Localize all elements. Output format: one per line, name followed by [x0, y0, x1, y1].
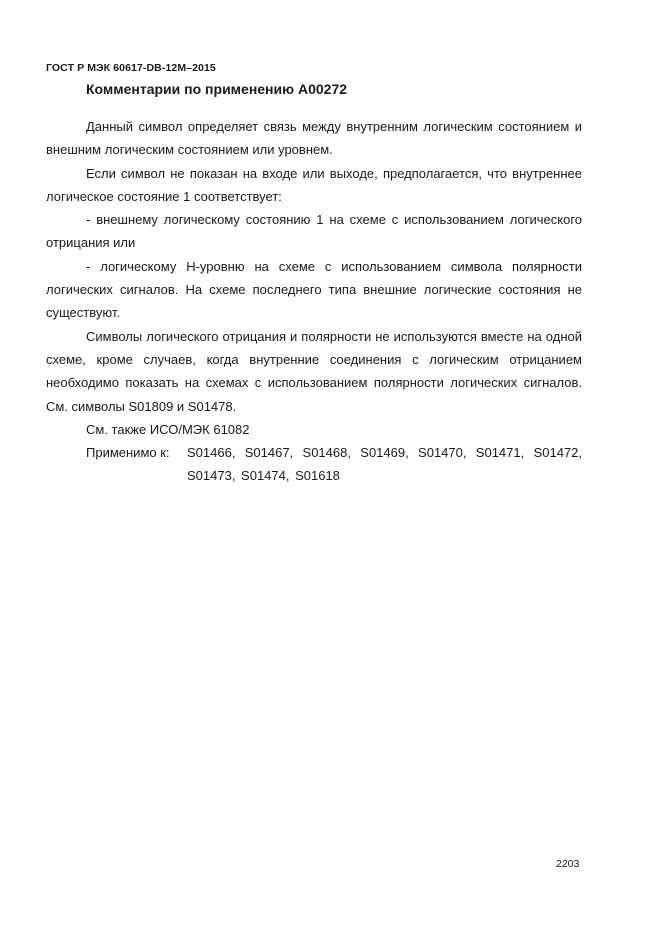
paragraph-usage-note: Символы логического отрицания и полярности не используются вместе на одной схеме, кроме случаев, когда внутренние соединения с логическим отрицанием необходимо показать на схемах с использованием полярности логических сигналов. См. символы S01809 и S01478.: [46, 328, 582, 414]
applicable-codes: S01466, S01467, S01468, S01469, S01470, S01471, S01472, S01473, S01474, S01618: [187, 445, 582, 484]
standard-header: ГОСТ Р МЭК 60617-DB-12M–2015: [46, 62, 216, 74]
document-body: [46, 115, 582, 488]
paragraph-see-also: См. также ИСО/МЭК 61082: [86, 421, 250, 437]
paragraph-assumption: Если символ не показан на входе или выходе, предполагается, что внутреннее логическое состояние 1 соответствует:: [46, 165, 582, 204]
applicable-to-row: [46, 441, 582, 488]
paragraph-definition: Данный символ определяет связь между внутренним логическим состоянием и внешним логическим состоянием или уровнем.: [46, 119, 582, 158]
page-title: Комментарии по применению A00272: [86, 81, 348, 97]
applicable-label: Применимо к:: [86, 445, 170, 461]
page-number: 2203: [556, 858, 580, 870]
paragraph-case-polarity: - логическому Н-уровню на схеме с использованием символа полярности логических сигналов. На схеме последнего типа внешние логические состояния не существуют.: [46, 258, 582, 321]
paragraph-case-negation: - внешнему логическому состоянию 1 на схеме с использованием логического отрицания или: [46, 212, 582, 251]
